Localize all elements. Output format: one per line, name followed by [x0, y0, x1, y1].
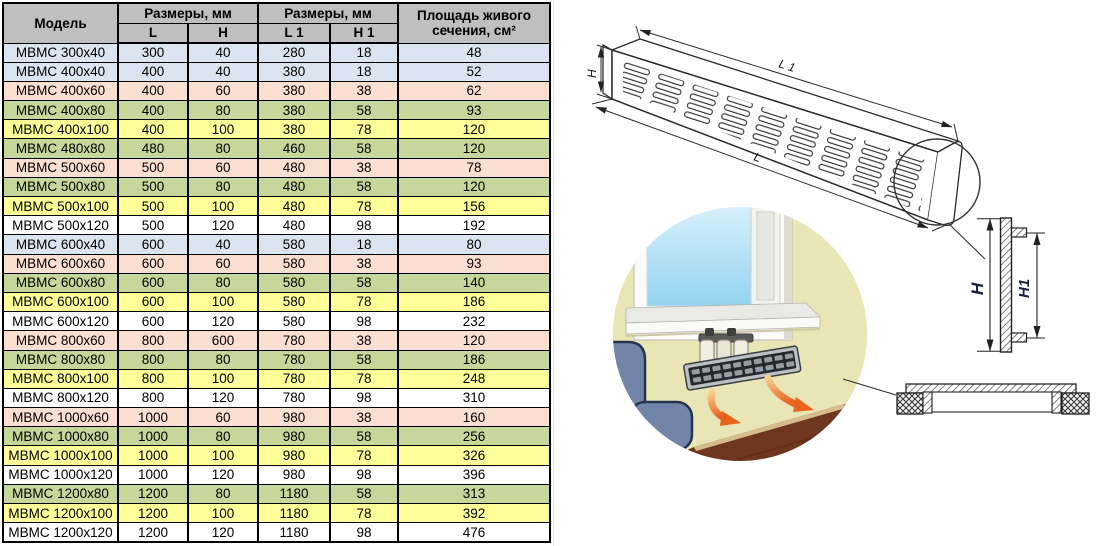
cell-l1: 1180	[258, 484, 330, 503]
cell-h1: 58	[330, 484, 398, 503]
cell-model: МВМС 500x100	[3, 197, 118, 216]
table-row	[3, 81, 550, 100]
cell-l1: 380	[258, 101, 330, 120]
cell-area: 78	[398, 158, 550, 177]
table-row	[3, 331, 550, 350]
cell-l1: 460	[258, 139, 330, 158]
cell-model: МВМС 400x60	[3, 81, 118, 100]
cell-area: 192	[398, 216, 550, 235]
cell-l: 1000	[118, 408, 188, 427]
cell-h1: 78	[330, 504, 398, 523]
cell-l1: 580	[258, 254, 330, 273]
cell-l1: 780	[258, 350, 330, 369]
section-flange-top	[1012, 228, 1027, 237]
cell-h: 40	[188, 43, 258, 62]
cell-model: МВМС 500x60	[3, 158, 118, 177]
cell-l1: 980	[258, 408, 330, 427]
cell-l1: 480	[258, 177, 330, 196]
header-col-h1: H 1	[330, 23, 398, 43]
table-row	[3, 120, 550, 139]
cell-h1: 58	[330, 427, 398, 446]
cell-model: МВМС 800x120	[3, 388, 118, 407]
cell-model: МВМС 600x100	[3, 292, 118, 311]
cell-area: 48	[398, 43, 550, 62]
table-row	[3, 254, 550, 273]
armchair-seat	[586, 424, 636, 466]
cell-l: 800	[118, 388, 188, 407]
cell-model: МВМС 1000x100	[3, 446, 118, 465]
profile-wall-right	[1052, 392, 1061, 413]
cell-h: 120	[188, 216, 258, 235]
cell-l: 800	[118, 350, 188, 369]
dim-label-h1-section: H1	[1016, 278, 1033, 298]
cell-l: 400	[118, 62, 188, 81]
cell-area: 313	[398, 484, 550, 503]
dim-label-h-section: H	[968, 282, 987, 295]
cell-l: 400	[118, 120, 188, 139]
cell-h: 100	[188, 369, 258, 388]
cell-model: МВМС 400x40	[3, 62, 118, 81]
cell-l: 500	[118, 158, 188, 177]
cell-h: 100	[188, 292, 258, 311]
cell-model: МВМС 600x120	[3, 312, 118, 331]
cell-h: 100	[188, 120, 258, 139]
cell-h1: 58	[330, 273, 398, 292]
cell-l: 1000	[118, 465, 188, 484]
dim-ext	[954, 124, 958, 141]
cell-model: МВМС 500x80	[3, 177, 118, 196]
cell-l: 600	[118, 292, 188, 311]
cell-l1: 1180	[258, 523, 330, 542]
cell-l1: 580	[258, 235, 330, 254]
cell-area: 160	[398, 408, 550, 427]
table-row	[3, 197, 550, 216]
dim-ext	[932, 225, 946, 231]
table-row	[3, 504, 550, 523]
cell-area: 232	[398, 312, 550, 331]
table-row	[3, 158, 550, 177]
cell-area: 93	[398, 254, 550, 273]
table-row	[3, 484, 550, 503]
table-row	[3, 273, 550, 292]
profile-section-drawing	[843, 379, 1089, 414]
table-row	[3, 446, 550, 465]
profile-block-left	[897, 393, 923, 414]
cell-area: 120	[398, 120, 550, 139]
cell-model: МВМС 300x40	[3, 43, 118, 62]
profile-block-right	[1062, 393, 1089, 414]
cell-area: 186	[398, 350, 550, 369]
cell-model: МВМС 400x80	[3, 101, 118, 120]
table-row	[3, 101, 550, 120]
cell-model: МВМС 1000x60	[3, 408, 118, 427]
radiator-valve	[727, 328, 736, 336]
grille-left-cap	[603, 45, 612, 99]
cell-l1: 580	[258, 312, 330, 331]
cell-l: 500	[118, 216, 188, 235]
cell-model: МВМС 800x100	[3, 369, 118, 388]
cell-area: 256	[398, 427, 550, 446]
cell-area: 476	[398, 523, 550, 542]
cell-l: 300	[118, 43, 188, 62]
cell-h1: 58	[330, 101, 398, 120]
cell-area: 140	[398, 273, 550, 292]
cell-l1: 380	[258, 120, 330, 139]
cell-h: 60	[188, 408, 258, 427]
cell-h: 100	[188, 504, 258, 523]
cell-h1: 18	[330, 62, 398, 81]
cell-model: МВМС 600x40	[3, 235, 118, 254]
cell-l: 1000	[118, 427, 188, 446]
cell-h: 100	[188, 446, 258, 465]
cell-area: 93	[398, 101, 550, 120]
cell-area: 156	[398, 197, 550, 216]
cell-h1: 38	[330, 408, 398, 427]
cell-l1: 380	[258, 81, 330, 100]
cell-l: 600	[118, 312, 188, 331]
section-flange-bottom	[1012, 333, 1027, 342]
dim-ext	[636, 26, 640, 39]
table-row	[3, 350, 550, 369]
armchair-armrest	[630, 402, 692, 450]
cell-h: 60	[188, 158, 258, 177]
cell-h: 60	[188, 81, 258, 100]
table-row	[3, 388, 550, 407]
cell-model: МВМС 500x120	[3, 216, 118, 235]
header-area: Площадь живого сечения, см²	[398, 3, 550, 43]
cell-l1: 480	[258, 216, 330, 235]
cell-l: 1200	[118, 523, 188, 542]
cell-h1: 98	[330, 523, 398, 542]
cell-model: МВМС 800x80	[3, 350, 118, 369]
table-row	[3, 408, 550, 427]
cell-h: 120	[188, 312, 258, 331]
cell-l1: 580	[258, 273, 330, 292]
cell-h1: 38	[330, 81, 398, 100]
cell-l: 600	[118, 273, 188, 292]
window-glass	[647, 206, 751, 306]
header-model: Модель	[3, 3, 118, 43]
specs-table	[2, 2, 551, 543]
cell-h1: 58	[330, 177, 398, 196]
cell-l1: 480	[258, 197, 330, 216]
cell-h: 40	[188, 235, 258, 254]
cell-area: 326	[398, 446, 550, 465]
technical-drawings	[552, 0, 1104, 546]
cell-model: МВМС 1200x100	[3, 504, 118, 523]
cell-h1: 98	[330, 216, 398, 235]
cell-l1: 980	[258, 465, 330, 484]
cell-h: 80	[188, 101, 258, 120]
dim-label-l1: L 1	[777, 56, 798, 75]
cell-area: 120	[398, 331, 550, 350]
table-row	[3, 427, 550, 446]
cell-l: 800	[118, 331, 188, 350]
cell-h1: 38	[330, 331, 398, 350]
cell-model: МВМС 800x60	[3, 331, 118, 350]
cell-l: 1200	[118, 504, 188, 523]
detail-leader-line	[948, 223, 985, 259]
cell-l: 500	[118, 197, 188, 216]
cell-h: 80	[188, 273, 258, 292]
cell-area: 392	[398, 504, 550, 523]
cell-l: 800	[118, 369, 188, 388]
table-body	[3, 43, 550, 542]
table-header	[3, 3, 550, 43]
cell-h: 40	[188, 62, 258, 81]
cell-area: 310	[398, 388, 550, 407]
side-section-drawing	[968, 218, 1045, 352]
cell-area: 186	[398, 292, 550, 311]
cell-area: 52	[398, 62, 550, 81]
dim-label-h: H	[585, 69, 599, 78]
cell-area: 396	[398, 465, 550, 484]
cell-l1: 480	[258, 158, 330, 177]
table-row	[3, 292, 550, 311]
cell-area: 248	[398, 369, 550, 388]
cell-model: МВМС 480x80	[3, 139, 118, 158]
cell-l1: 1180	[258, 504, 330, 523]
cell-h1: 18	[330, 235, 398, 254]
table-row	[3, 177, 550, 196]
cell-model: МВМС 600x60	[3, 254, 118, 273]
table-row	[3, 139, 550, 158]
radiator-valve	[705, 328, 714, 336]
table-row	[3, 523, 550, 542]
header-dimensions-lh: Размеры, мм	[118, 3, 258, 23]
table-row	[3, 43, 550, 62]
cell-model: МВМС 1000x120	[3, 465, 118, 484]
table-row	[3, 312, 550, 331]
cell-model: МВМС 400x100	[3, 120, 118, 139]
cell-h1: 78	[330, 292, 398, 311]
cell-area: 62	[398, 81, 550, 100]
cell-area: 120	[398, 177, 550, 196]
table-row	[3, 465, 550, 484]
profile-interior	[932, 392, 1052, 412]
cell-h1: 98	[330, 465, 398, 484]
cell-h: 80	[188, 350, 258, 369]
cell-h1: 58	[330, 139, 398, 158]
profile-wall-left	[923, 392, 932, 413]
installation-illustration	[585, 195, 890, 485]
table-row	[3, 62, 550, 81]
cell-h: 80	[188, 177, 258, 196]
table-row	[3, 235, 550, 254]
section-bar	[1001, 218, 1012, 352]
cell-model: МВМС 600x80	[3, 273, 118, 292]
cell-l: 1000	[118, 446, 188, 465]
cell-h1: 98	[330, 388, 398, 407]
cell-h1: 98	[330, 312, 398, 331]
cell-h1: 58	[330, 350, 398, 369]
cell-area: 120	[398, 139, 550, 158]
cell-model: МВМС 1200x120	[3, 523, 118, 542]
dim-label-l: L	[752, 149, 763, 166]
cell-model: МВМС 1200x80	[3, 484, 118, 503]
cell-h1: 38	[330, 158, 398, 177]
cell-l1: 780	[258, 369, 330, 388]
cell-h: 100	[188, 197, 258, 216]
table-row	[3, 369, 550, 388]
header-col-h: H	[188, 23, 258, 43]
window-casement-inner	[757, 212, 774, 300]
cell-h1: 38	[330, 254, 398, 273]
cell-h: 120	[188, 465, 258, 484]
cell-l1: 780	[258, 331, 330, 350]
cell-h: 120	[188, 388, 258, 407]
cell-h: 80	[188, 484, 258, 503]
cell-l1: 580	[258, 292, 330, 311]
cell-h1: 78	[330, 120, 398, 139]
cell-area: 80	[398, 235, 550, 254]
cell-l1: 780	[258, 388, 330, 407]
table-row	[3, 216, 550, 235]
cell-l: 600	[118, 235, 188, 254]
cell-h1: 78	[330, 369, 398, 388]
cell-l1: 980	[258, 446, 330, 465]
cell-l: 1200	[118, 484, 188, 503]
cell-h: 60	[188, 254, 258, 273]
cell-h1: 78	[330, 197, 398, 216]
cell-l: 400	[118, 101, 188, 120]
cell-l: 480	[118, 139, 188, 158]
header-col-l: L	[118, 23, 188, 43]
cell-h: 600	[188, 331, 258, 350]
cell-l: 600	[118, 254, 188, 273]
cell-l1: 380	[258, 62, 330, 81]
header-col-l1: L 1	[258, 23, 330, 43]
cell-h: 80	[188, 139, 258, 158]
cell-h: 120	[188, 523, 258, 542]
cell-h1: 18	[330, 43, 398, 62]
header-dimensions-l1h1: Размеры, мм	[258, 3, 398, 23]
cell-l: 500	[118, 177, 188, 196]
cell-l1: 980	[258, 427, 330, 446]
cell-h: 80	[188, 427, 258, 446]
cell-l1: 280	[258, 43, 330, 62]
cell-l: 400	[118, 81, 188, 100]
dim-ext	[592, 99, 612, 104]
cell-model: МВМС 1000x80	[3, 427, 118, 446]
cell-h1: 78	[330, 446, 398, 465]
